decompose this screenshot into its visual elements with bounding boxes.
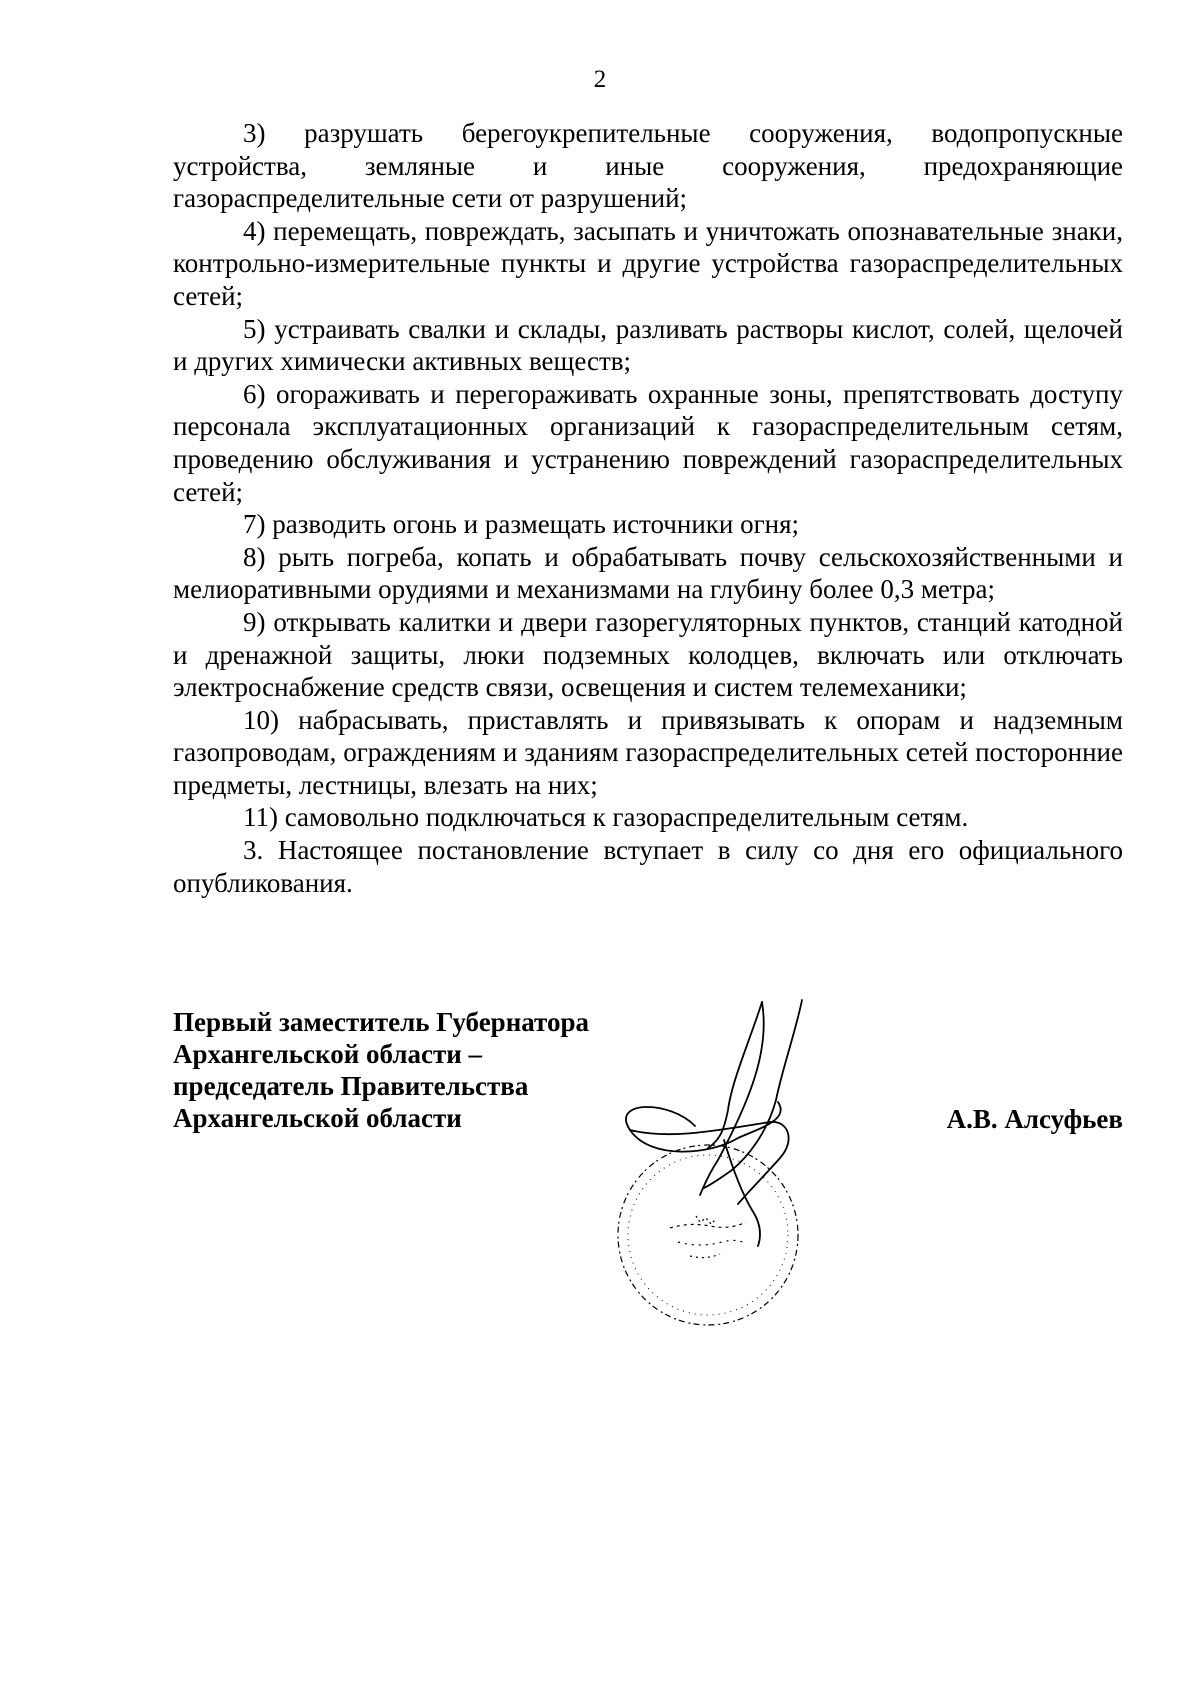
signatory-name: А.В. Алсуфьев	[946, 1104, 1123, 1134]
document-body	[173, 117, 1123, 899]
signatory-position-line: Архангельской области	[173, 1103, 462, 1133]
paragraph-item-10: 10) набрасывать, приставлять и привязывать к опорам и надземным газопроводам, ограждениям и зданиям газораспределительных сетей посторонние предметы, лестницы, влезать на них;	[173, 704, 1123, 800]
paragraph-item-8: 8) рыть погреба, копать и обрабатывать почву сельскохозяйственными и мелиоративными орудиями и механизмами на глубину более 0,3 метра;	[173, 541, 1123, 605]
paragraph-clause-3: 3. Настоящее постановление вступает в силу со дня его официального опубликования.	[173, 835, 1123, 898]
page-number: 2	[593, 66, 607, 93]
paragraph-item-4: 4) перемещать, повреждать, засыпать и уничтожать опознавательные знаки, контрольно-измерительные пункты и другие устройства газораспределительных сетей;	[173, 215, 1123, 311]
paragraph-item-11: 11) самовольно подключаться к газораспределительным сетям.	[243, 802, 969, 833]
handwritten-signature-icon	[626, 1000, 802, 1246]
signature-and-seal	[600, 990, 880, 1340]
signatory-position	[173, 1006, 643, 1134]
paragraph-item-7: 7) разводить огонь и размещать источники огня;	[243, 509, 800, 540]
paragraph-item-3: 3) разрушать берегоукрепительные сооружения, водопропускные устройства, земляные и иные сооружения, предохраняющие газораспределительные сети от разрушений;	[173, 118, 1123, 214]
paragraph-item-9: 9) открывать калитки и двери газорегуляторных пунктов, станций катодной и дренажной защиты, люки подземных колодцев, включать или отключать электроснабжение средств связи, освещения и систем телемеханики;	[173, 606, 1123, 703]
signatory-position-line: Архангельской области –	[173, 1039, 483, 1069]
signatory-position-line: Первый заместитель Губернатора	[173, 1007, 589, 1037]
signatory-position-line: председатель Правительства	[173, 1071, 529, 1101]
paragraph-item-5: 5) устраивать свалки и склады, разливать растворы кислот, солей, щелочей и других химически активных веществ;	[173, 313, 1123, 377]
paragraph-item-6: 6) огораживать и перегораживать охранные зоны, препятствовать доступу персонала эксплуатационных организаций к газораспределительным сетям, проведению обслуживания и устранению повреждений газораспределительных сетей;	[173, 378, 1123, 507]
round-seal-icon	[618, 1145, 798, 1325]
